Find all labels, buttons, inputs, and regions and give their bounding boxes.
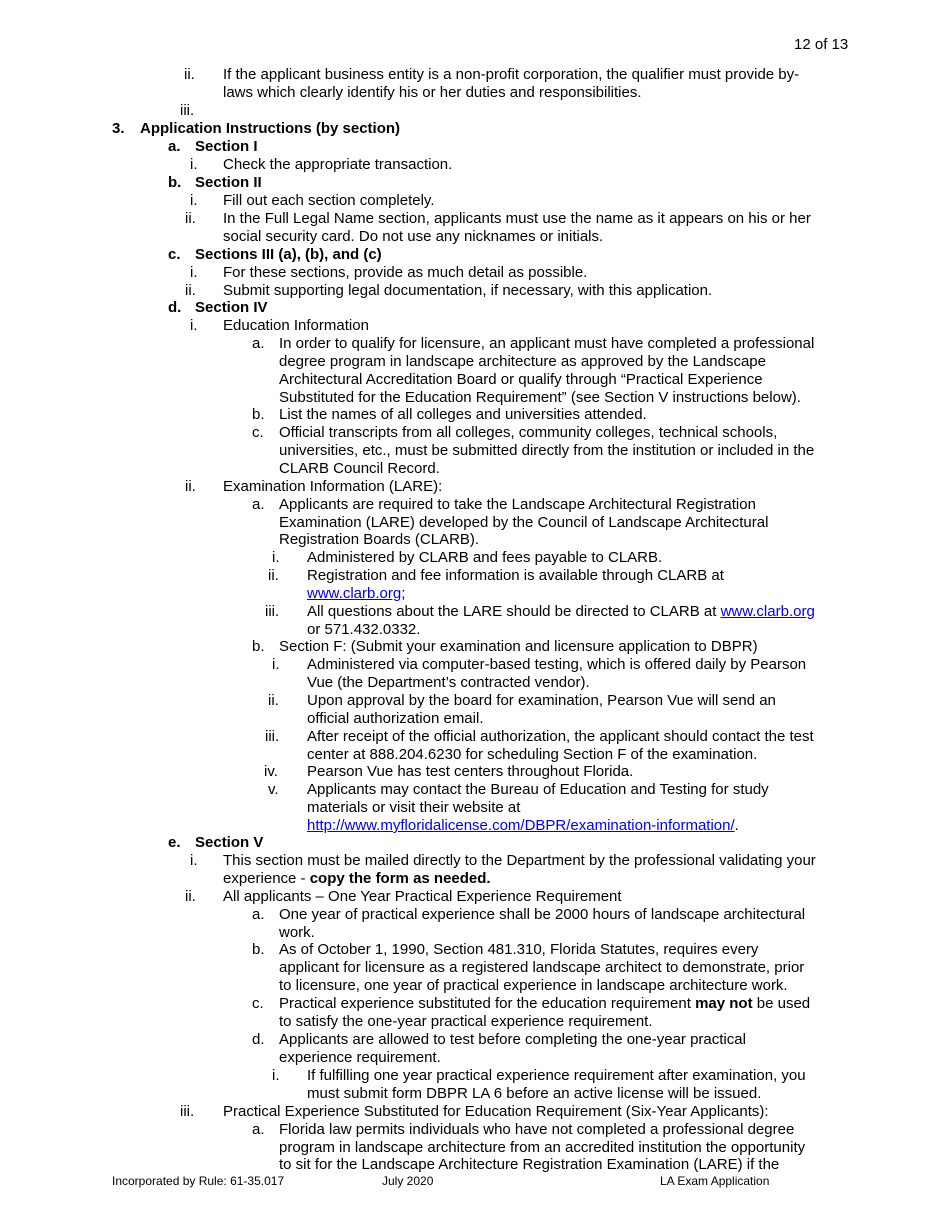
list-item-text: Registration Boards (CLARB). — [279, 531, 480, 548]
list-item-text: Section F: (Submit your examination and licensure application to DBPR) — [279, 638, 758, 655]
clarb-link[interactable]: www.clarb.org — [720, 603, 815, 620]
item-text-tail: be used — [752, 995, 811, 1012]
list-item-text: If fulfilling one year practical experience requirement after examination, you — [307, 1067, 806, 1084]
list-item-text: Practical Experience Substituted for Education Requirement (Six-Year Applicants): — [223, 1103, 769, 1120]
list-item-text: All applicants – One Year Practical Experience Requirement — [223, 888, 622, 905]
list-item-text: Architectural Accreditation Board or qualify through “Practical Experience — [279, 371, 763, 388]
list-item-text: After receipt of the official authorization, the applicant should contact the test — [307, 728, 814, 745]
list-item-text: or 571.432.0332. — [307, 621, 421, 638]
list-item-text: center at 888.204.6230 for scheduling Section F of the examination. — [307, 746, 758, 763]
list-marker: c. — [252, 995, 264, 1012]
subsection-heading: Section V — [195, 834, 264, 851]
list-marker: d. — [252, 1031, 265, 1048]
list-item-text: Applicants are required to take the Landscape Architectural Registration — [279, 496, 756, 513]
subsection-marker: d. — [168, 299, 182, 316]
list-marker: iii. — [265, 728, 280, 745]
section-heading: Application Instructions (by section) — [140, 120, 401, 137]
list-marker: i. — [190, 317, 198, 334]
list-marker: i. — [272, 549, 280, 566]
dbpr-exam-info-link[interactable]: http://www.myfloridalicense.com/DBPR/examination-information/ — [307, 817, 735, 834]
list-marker: b. — [252, 406, 265, 423]
list-item-text: Submit supporting legal documentation, if necessary, with this application. — [223, 282, 713, 299]
list-item-text: Upon approval by the board for examination, Pearson Vue will send an — [307, 692, 776, 709]
subsection-marker: b. — [168, 174, 182, 191]
list-item-text: Registration and fee information is available through CLARB at — [307, 567, 724, 584]
list-item-text: experience requirement. — [279, 1049, 441, 1066]
emphasis-text: may not — [695, 995, 753, 1012]
list-marker: ii. — [185, 888, 196, 905]
list-item-text — [307, 603, 815, 621]
list-item-text: work. — [279, 924, 315, 941]
list-item-text: For these sections, provide as much detail as possible. — [223, 264, 588, 281]
list-item-text — [307, 817, 739, 835]
list-marker: b. — [252, 941, 265, 958]
list-marker: iii. — [180, 1103, 195, 1120]
list-item-text: Education Information — [223, 317, 369, 334]
subsection-marker: e. — [168, 834, 181, 851]
list-marker: v. — [268, 781, 279, 798]
list-item-text: materials or visit their website at — [307, 799, 521, 816]
list-marker: ii. — [185, 478, 196, 495]
list-item-text: If the applicant business entity is a non-profit corporation, the qualifier must provide by- — [223, 66, 800, 83]
list-item-text: to licensure, one year of practical experience in landscape architecture work. — [279, 977, 788, 994]
list-item-text: program in landscape architecture from an accredited institution the opportunity — [279, 1139, 806, 1156]
list-item-text: Applicants are allowed to test before completing the one-year practical — [279, 1031, 746, 1048]
list-item-text: CLARB Council Record. — [279, 460, 440, 477]
list-marker: ii. — [268, 692, 279, 709]
item-text: All questions about the LARE should be directed to CLARB at — [307, 603, 721, 620]
list-marker: i. — [272, 656, 280, 673]
list-item-text: Vue (the Department’s contracted vendor). — [307, 674, 590, 691]
list-marker: ii. — [185, 282, 196, 299]
subsection-marker: c. — [168, 246, 181, 263]
list-marker: a. — [252, 335, 265, 352]
list-marker: i. — [190, 852, 198, 869]
list-marker: i. — [190, 156, 198, 173]
item-text: Practical experience substituted for the education requirement — [279, 995, 696, 1012]
footer-date: July 2020 — [382, 1174, 434, 1188]
list-item-text: As of October 1, 1990, Section 481.310, Florida Statutes, requires every — [279, 941, 759, 958]
list-marker: ii. — [184, 66, 195, 83]
footer-rule: Incorporated by Rule: 61-35.017 — [112, 1174, 285, 1188]
list-item-text: Check the appropriate transaction. — [223, 156, 453, 173]
list-marker: a. — [252, 1121, 265, 1138]
emphasis-text: copy the form as needed. — [309, 870, 491, 887]
list-item-text: must submit form DBPR LA 6 before an active license will be issued. — [307, 1085, 762, 1102]
list-item-text: Examination (LARE) developed by the Council of Landscape Architectural — [279, 514, 769, 531]
subsection-heading: Sections III (a), (b), and (c) — [195, 246, 382, 263]
list-item-text: Pearson Vue has test centers throughout Florida. — [307, 763, 634, 780]
subsection-marker: a. — [168, 138, 181, 155]
page-number: 12 of 13 — [794, 36, 849, 53]
list-item-text: Official transcripts from all colleges, community colleges, technical schools, — [279, 424, 778, 441]
list-item-text: Substituted for the Education Requirement” (see Section V instructions below). — [279, 389, 801, 406]
list-item-text: One year of practical experience shall be 2000 hours of landscape architectural — [279, 906, 806, 923]
list-item-text: This section must be mailed directly to the Department by the professional validating your — [223, 852, 816, 869]
link-suffix: ; — [401, 585, 406, 602]
list-item-text: In the Full Legal Name section, applicants must use the name as it appears on his or her — [223, 210, 811, 227]
list-marker: a. — [252, 496, 265, 513]
list-item-text: Administered by CLARB and fees payable to CLARB. — [307, 549, 663, 566]
list-marker: iii. — [180, 102, 195, 119]
link-suffix: . — [734, 817, 739, 834]
list-marker: a. — [252, 906, 265, 923]
clarb-link[interactable]: www.clarb.org — [307, 585, 402, 602]
list-marker: c. — [252, 424, 264, 441]
list-item-text: social security card. Do not use any nicknames or initials. — [223, 228, 604, 245]
list-item-text: universities, etc., must be submitted directly from the institution or included in the — [279, 442, 815, 459]
list-item-text: to sit for the Landscape Architecture Registration Examination (LARE) if the — [279, 1156, 780, 1173]
list-marker: i. — [190, 264, 198, 281]
footer-form-name: LA Exam Application — [660, 1174, 770, 1188]
list-item-text: applicant for licensure as a registered landscape architect to demonstrate, prior — [279, 959, 805, 976]
list-marker: b. — [252, 638, 265, 655]
item-text: experience - — [223, 870, 310, 887]
list-item-text: Florida law permits individuals who have not completed a professional degree — [279, 1121, 795, 1138]
list-item-text: Applicants may contact the Bureau of Education and Testing for study — [307, 781, 769, 798]
list-item-text — [279, 995, 810, 1013]
list-item-text: Examination Information (LARE): — [223, 478, 443, 495]
list-item-text: In order to qualify for licensure, an applicant must have completed a professional — [279, 335, 815, 352]
subsection-heading: Section I — [195, 138, 258, 155]
list-marker: ii. — [268, 567, 279, 584]
list-marker: i. — [272, 1067, 280, 1084]
list-item-text: laws which clearly identify his or her duties and responsibilities. — [223, 84, 642, 101]
list-marker: ii. — [185, 210, 196, 227]
list-item-text: official authorization email. — [307, 710, 484, 727]
subsection-heading: Section II — [195, 174, 262, 191]
list-item-text: to satisfy the one-year practical experience requirement. — [279, 1013, 653, 1030]
list-item-text — [307, 585, 405, 603]
list-item-text — [223, 870, 491, 888]
list-item-text: Fill out each section completely. — [223, 192, 435, 209]
section-marker: 3. — [112, 120, 125, 137]
list-marker: iv. — [264, 763, 278, 780]
list-item-text: degree program in landscape architecture as approved by the Landscape — [279, 353, 766, 370]
list-marker: iii. — [265, 603, 280, 620]
list-item-text: List the names of all colleges and universities attended. — [279, 406, 647, 423]
list-item-text: Administered via computer-based testing, which is offered daily by Pearson — [307, 656, 807, 673]
list-marker: i. — [190, 192, 198, 209]
subsection-heading: Section IV — [195, 299, 268, 316]
